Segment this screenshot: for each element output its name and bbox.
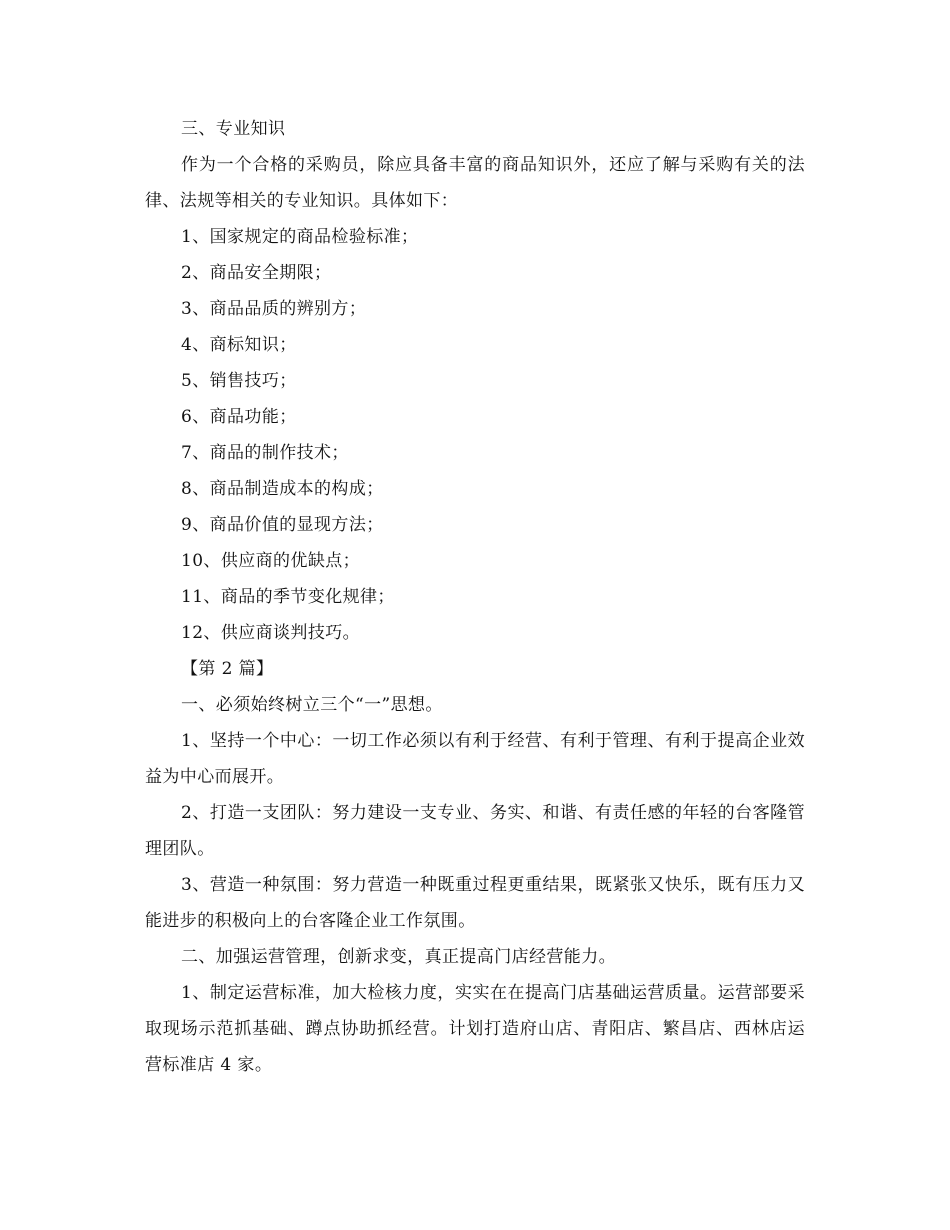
list-item: 5、销售技巧； xyxy=(181,371,297,391)
list-item: 6、商品功能； xyxy=(181,407,297,427)
list-item: 3、商品品质的辨别方； xyxy=(181,299,367,319)
list-item: 11、商品的季节变化规律； xyxy=(181,587,395,607)
list-item: 10、供应商的优缺点； xyxy=(181,551,361,571)
list-item: 12、供应商谈判技巧。 xyxy=(181,623,361,643)
list-item: 4、商标知识； xyxy=(181,335,297,355)
body-paragraph: 2、打造一支团队：努力建设一支专业、务实、和谐、有责任感的年轻的台客隆管理团队。 xyxy=(145,803,805,859)
list-item: 2、商品安全期限； xyxy=(181,263,332,283)
list-item: 7、商品的制作技术； xyxy=(181,443,349,463)
section-heading-professional-knowledge: 三、专业知识 xyxy=(181,119,286,139)
article-marker: 【第 2 篇】 xyxy=(181,659,274,679)
list-item: 8、商品制造成本的构成； xyxy=(181,479,384,499)
intro-paragraph: 作为一个合格的采购员，除应具备丰富的商品知识外，还应了解与采购有关的法律、法规等相关的专业知识。具体如下： xyxy=(145,155,805,211)
body-paragraph: 1、坚持一个中心：一切工作必须以有利于经营、有利于管理、有利于提高企业效益为中心而展开。 xyxy=(145,731,805,787)
list-item: 1、国家规定的商品检验标准； xyxy=(181,227,419,247)
body-paragraph: 1、制定运营标准，加大检核力度，实实在在提高门店基础运营质量。运营部要采取现场示范抓基础、蹲点协助抓经营。计划打造府山店、青阳店、繁昌店、西林店运营标准店 4 家。 xyxy=(145,983,805,1075)
section-heading-operations-management: 二、加强运营管理，创新求变，真正提高门店经营能力。 xyxy=(181,947,616,967)
section-heading-three-one-ideas: 一、必须始终树立三个“一”思想。 xyxy=(181,695,443,715)
list-item: 9、商品价值的显现方法； xyxy=(181,515,384,535)
body-paragraph: 3、营造一种氛围：努力营造一种既重过程更重结果，既紧张又快乐，既有压力又能进步的积极向上的台客隆企业工作氛围。 xyxy=(145,875,805,931)
